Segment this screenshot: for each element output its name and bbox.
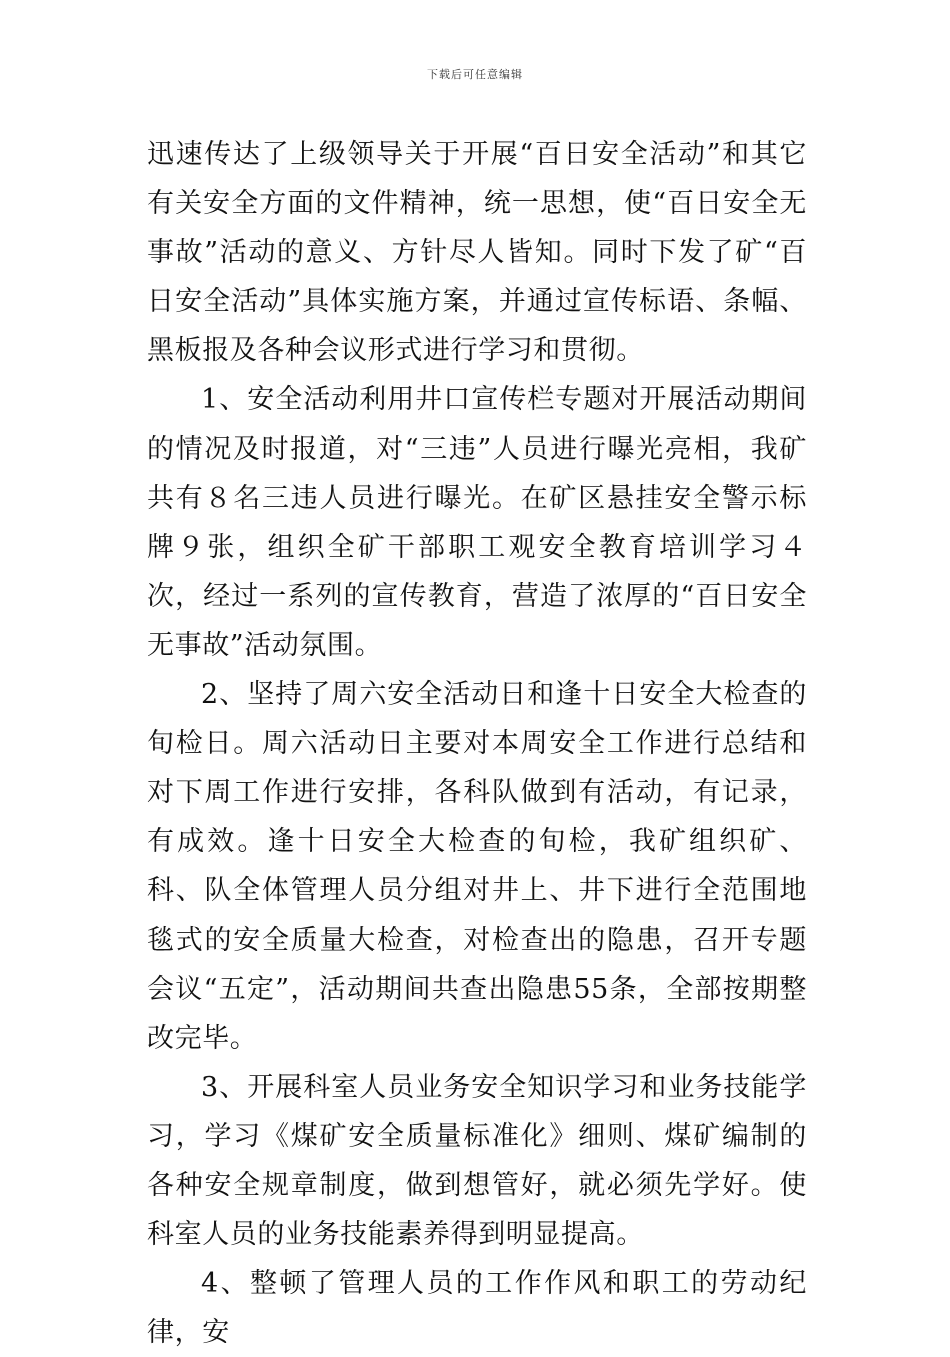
paragraph-item-3: 3、开展科室人员业务安全知识学习和业务技能学习，学习《煤矿安全质量标准化》细则、煤矿编制的各种安全规章制度，做到想管好，就必须先学好。使科室人员的业务技能素养得到明显提高。 (147, 1071, 807, 1251)
document-body (147, 130, 807, 1357)
paragraph-continuation: 迅速传达了上级领导关于开展“百日安全活动”和其它有关安全方面的文件精神，统一思想，使“百日安全无事故”活动的意义、方针尽人皆知。同时下发了矿“百日安全活动”具体实施方案，并通过宣传标语、条幅、黑板报及各种会议形式进行学习和贯彻。 (147, 139, 807, 367)
paragraph-item-2: 2、坚持了周六安全活动日和逢十日安全大检查的旬检日。周六活动日主要对本周安全工作进行总结和对下周工作进行安排，各科队做到有活动，有记录，有成效。逢十日安全大检查的旬检，我矿组织矿、科、队全体管理人员分组对井上、井下进行全范围地毯式的安全质量大检查，对检查出的隐患，召开专题会议“五定”，活动期间共查出隐患55条，全部按期整改完毕。 (147, 679, 807, 1054)
paragraph-item-1: 1、安全活动利用井口宣传栏专题对开展活动期间的情况及时报道，对“三违”人员进行曝光亮相，我矿共有８名三违人员进行曝光。在矿区悬挂安全警示标牌９张，组织全矿干部职工观安全教育培训学习４次，经过一系列的宣传教育，营造了浓厚的“百日安全无事故”活动氛围。 (147, 384, 807, 661)
page-header: 下载后可任意编辑 (427, 68, 523, 81)
paragraph-item-4: 4、整顿了管理人员的工作作风和职工的劳动纪律，安 (147, 1268, 807, 1349)
